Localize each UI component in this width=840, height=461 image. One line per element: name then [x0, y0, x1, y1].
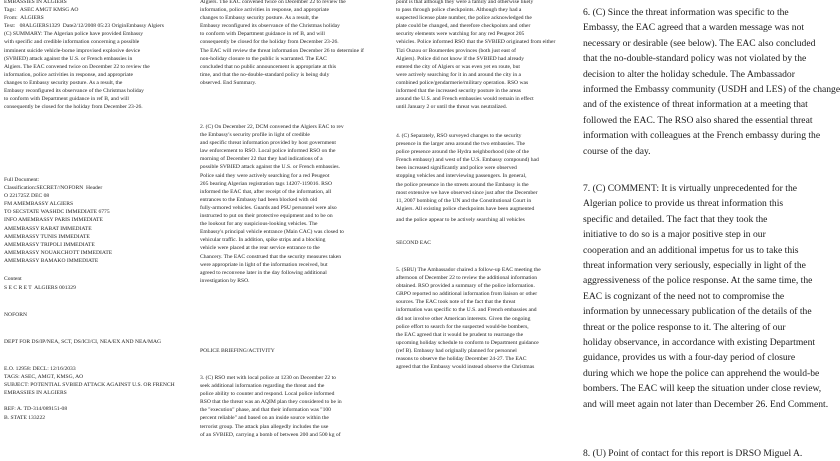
- text-line: (C) SUMMARY: The Algerian police have provided Embassy: [4, 31, 144, 38]
- text-line: the police presence in the streets around the Embassy is the: [396, 181, 529, 188]
- paragraph-3-continued: [396, 0, 555, 111]
- noforn-label: NOFORN: [4, 312, 28, 318]
- text-line: Algiers). Police did not know if the SVBIED had already: [396, 55, 525, 62]
- text-line: the EAC agreed that it would be prudent to rearrange the: [396, 331, 524, 338]
- text-line: possible SVBIED attack against the U.S. or French embassies.: [200, 164, 340, 171]
- text-line: bombers. The EAC will keep the situation under close review,: [583, 383, 822, 395]
- text-line: (ref B). Embassy had originally planned for personnel: [396, 347, 517, 354]
- text-line: Embassy's principal vehicle entrance (Main CAC) was closed to: [200, 229, 344, 236]
- text-line: and of the existence of threat information at a meeting that: [583, 99, 808, 111]
- text-line: French embassy) and west of the U.S. Embassy compound) had: [396, 157, 539, 164]
- text-line: FM AMEMBASSY ALGIERS: [4, 201, 74, 208]
- text-line: (SVBIED) attack against the U.S. or French embassies in: [4, 55, 133, 62]
- text-line: TAGS: ASEC, AMGT, KMSG, AO: [4, 374, 84, 381]
- paragraph-4: [396, 132, 539, 213]
- text-line: agreed to reconvene later in the day following additional: [200, 269, 327, 276]
- text-line: police ability to counter and respond. Local police informed: [200, 391, 335, 398]
- summary-block: [4, 0, 164, 111]
- text-line: consequently be closed for the holiday from December 23-26.: [200, 39, 339, 46]
- text-line: decision to alter the holiday schedule. The Ambassador: [583, 68, 795, 80]
- text-line: time, and that the no-double-standard policy is being duly: [200, 71, 330, 78]
- text-line: AMEMBASSY TUNIS IMMEDIATE: [4, 233, 90, 240]
- text-line: EMBASSIES IN ALGIERS: [4, 390, 67, 397]
- text-line: during which we hope the police can apprehend the would-be: [583, 367, 820, 379]
- text-line: informed the Embassy community (USDH and LES) of the change: [583, 84, 840, 96]
- text-line: 3. (C) RSO met with local police at 1230 on December 22 to: [200, 375, 336, 381]
- text-line: most extensive we have observed since just after the December: [396, 189, 538, 196]
- text-line: From: ALGIERS: [4, 15, 44, 22]
- text-line: presence in the larger area around the two embassies. The: [396, 141, 526, 148]
- text-line: percent reliable" and based on an inside source within the: [200, 415, 329, 422]
- column-4: [583, 0, 840, 460]
- text-line: 5. (SBU) The Ambassador chaired a follow-up EAC meeting the: [396, 267, 541, 273]
- text-line: been increased significantly and police were observed: [396, 165, 517, 172]
- text-line: suspected license plate number, the police acknowledged the: [396, 15, 532, 22]
- footer-block: [4, 365, 175, 422]
- text-line: Algiers. The EAC convened twice on December 22 to review the: [4, 63, 150, 70]
- text-line: informed the EAC that, after receipt of the information, all: [200, 188, 332, 195]
- paragraph-2: [200, 123, 344, 285]
- text-line: The EAC will review the threat information December 26 to determine if: [200, 47, 364, 54]
- text-line: agreed that the Embassy would instead observe the Christmas: [396, 364, 535, 371]
- text-line: information with colleagues at the French embassy during the: [583, 130, 821, 142]
- text-line: specific and detailed. The fact that they took the: [583, 213, 768, 225]
- text-line: GRPO reported no additional information from liaison or other: [396, 291, 538, 298]
- text-line: instructed to put on their protective equipment and to be on: [200, 213, 333, 220]
- text-line: Police said they were actively searching for a red Peugeot: [200, 172, 330, 179]
- text-line: and specific threat information provided by host government: [200, 140, 336, 147]
- text-line: consequently be closed for the holiday from December 23-26.: [4, 104, 143, 111]
- text-line: reasons to observe the holiday December 24-27. The EAC: [396, 356, 527, 363]
- text-line: investigation by RSO.: [200, 277, 250, 284]
- text-line: with specific and credible information concerning a possible: [4, 39, 140, 46]
- text-line: to conform with Department guidance in ref B, and will: [4, 96, 129, 103]
- text-line: Algiers. All existing police checkpoints have been augmented: [396, 205, 535, 212]
- text-line: vehicle were placed at the rear service entrance to the: [200, 245, 320, 252]
- text-line: AMEMBASSY TRIPOLI IMMEDIATE: [4, 241, 95, 248]
- text-line: 11, 2007 bombing of the UN and the Constitutional Court in: [396, 197, 532, 204]
- paragraph-1-continued: [200, 0, 364, 87]
- text-line: Full Document:: [4, 177, 40, 183]
- text-line: around the U.S. and French embassies would remain in effect: [396, 96, 534, 103]
- text-line: [4, 397, 175, 405]
- text-line: the Embassy's security profile in light of credible: [200, 132, 310, 139]
- text-line: Text: 08ALGIERS1329 Date2/12/2008 05:23 OriginEmbassy Algiers: [4, 23, 164, 30]
- text-line: aggressiveness of the police response. At the same time, the: [583, 275, 813, 287]
- text-line: information, police activities in response, and appropriate: [4, 71, 133, 78]
- text-line: entered the city of Algiers or was even yet en route, but: [396, 63, 520, 70]
- text-line: Tizi Ouzou or Boumerdes provinces (both just east of: [396, 47, 517, 54]
- text-line: upcoming holiday schedule to conform to Department guidance: [396, 339, 539, 346]
- text-line: until January 2 or until the threat was neutralized.: [396, 104, 508, 111]
- text-line: that the no-double-standard policy was not violated by the: [583, 53, 807, 65]
- text-line: law enforcement to RSO. Local police informed RSO on the: [200, 148, 336, 155]
- section-title-second-eac: SECOND EAC: [396, 240, 431, 246]
- text-line: information was specific to the U.S. and French embassies and: [396, 307, 537, 314]
- header-block: [4, 176, 112, 265]
- text-line: combined police/gendarmerie/military operation. RSO was: [396, 79, 529, 86]
- column-1: [4, 0, 188, 460]
- text-line: entrances to the Embassy had been blocked with old: [200, 196, 318, 203]
- secret-line: S E C R E T ALGIERS 001329: [4, 285, 76, 291]
- text-line: morning of December 22 that they had indications of a: [200, 156, 323, 163]
- column-2: [200, 0, 376, 460]
- text-line: followed the EAC. The RSO also shared the essential threat: [583, 114, 813, 126]
- text-line: concluded that no public announcement is appropriate at this: [200, 63, 337, 70]
- text-line: changes to Embassy security posture. As a result, the: [200, 15, 319, 22]
- text-line: EMBASSIES IN ALGIERS: [4, 0, 67, 5]
- text-line: imminent suicide vehicle-borne improvised explosive device: [4, 47, 141, 54]
- text-line: vehicular traffic. In addition, spike strips and a blocking: [200, 237, 326, 244]
- text-line: 6. (C) Since the threat information was specific to the: [583, 7, 789, 18]
- text-line: necessary or desirable (see below). The EAC also concluded: [583, 37, 816, 49]
- text-line: plate could be changed, and therefore checkpoints and other: [396, 23, 531, 30]
- text-line: security elements were watching for any red Peugeot 205: [396, 31, 525, 38]
- text-line: AMEMBASSY RABAT IMMEDIATE: [4, 225, 92, 232]
- paragraph-6: [583, 5, 840, 159]
- text-line: holiday observance, in accordance with existing Department: [583, 337, 816, 349]
- text-line: afternoon of December 22 to review the additional information: [396, 275, 538, 282]
- text-line: Embassy reconfigured its observance of the Christmas holiday: [4, 88, 144, 95]
- text-line: point is that although they were a family and otherwise likely: [396, 0, 534, 5]
- text-line: were actively searching for it in and around the city in a: [396, 71, 522, 78]
- content-label: Content: [4, 276, 22, 282]
- text-line: AMEMBASSY NOUAKCHOTT IMMEDIATE: [4, 249, 113, 256]
- text-line: seek additional information regarding the threat and the: [200, 383, 325, 390]
- text-line: INFO AMEMBASSY PARIS IMMEDIATE: [4, 217, 103, 224]
- text-line: non-holiday closure to the public is warranted. The EAC: [200, 55, 327, 62]
- paragraph-8: 8. (U) Point of contact for this report is DRSO Miguel A.: [583, 448, 803, 459]
- text-line: the "execution" phase, and that their information was "100: [200, 407, 331, 414]
- text-line: threat or the police response to it. The altering of our: [583, 321, 786, 333]
- text-line: information, police activities in response, and appropriate: [200, 7, 329, 14]
- paragraph-4-continued: and the police appear to be actively searching all vehicles: [396, 217, 525, 223]
- text-line: RSO that the threat was an AQIM plan they considered to be in: [200, 399, 342, 406]
- text-line: did not involve other American interests. Given the ongoing: [396, 315, 531, 322]
- column-3: [396, 0, 576, 460]
- text-line: to conform with Department guidance in ref B, and will: [200, 31, 325, 38]
- text-line: EAC is cognizant of the need not to compromise the: [583, 290, 785, 302]
- text-line: Algiers. The EAC convened twice on December 22 to review the: [200, 0, 346, 5]
- text-line: E.O. 12958: DECL: 12/16/2033: [4, 366, 76, 372]
- text-line: to pass through police checkpoints. Although they had a: [396, 7, 522, 14]
- text-line: police effort to search for the suspected would-be bombers,: [396, 323, 529, 330]
- text-line: Algerian police to provide us threat information this: [583, 198, 784, 210]
- text-line: terrorist group. The attack plan allegedly includes the use: [200, 423, 329, 430]
- text-line: REF: A. TD-314/089151-08: [4, 406, 68, 413]
- section-title-police-briefing: POLICE BRIEFING/ACTIVITY: [200, 348, 275, 354]
- text-line: course of the day.: [583, 145, 651, 157]
- text-line: Classification:SECRET//NOFORN Header: [4, 185, 103, 192]
- text-line: Tags: ASEC AMGT KMSG AO: [4, 7, 79, 14]
- text-line: observed. End Summary.: [200, 79, 257, 86]
- text-line: sources. The EAC took note of the fact that the threat: [396, 299, 516, 306]
- text-line: cooperation and an additional impetus for us to take this: [583, 244, 799, 256]
- text-line: O 221725Z DEC 08: [4, 193, 50, 200]
- text-line: stopping vehicles and interviewing passengers. In general,: [396, 173, 527, 180]
- text-line: threat information very seriously, especially in light of the: [583, 260, 806, 272]
- text-line: information by unnecessary publication of the details of the: [583, 306, 812, 318]
- text-line: 4. (C) Separately, RSO surveyed changes to the security: [396, 133, 522, 139]
- text-line: obtained. RSO provided a summary of the police information.: [396, 283, 535, 290]
- text-line: were appropriate in light of the information received, but: [200, 261, 328, 268]
- text-line: the lookout for any suspicious-looking vehicles. The: [200, 221, 318, 228]
- text-line: Chancery. The EAC construed that the security measures taken: [200, 253, 342, 260]
- text-line: police presence around the Hydra neighborhood (site of the: [396, 149, 529, 156]
- text-line: B. STATE 133222: [4, 414, 46, 421]
- paragraph-7: [583, 181, 828, 412]
- text-line: of an SVBIED, carrying a bomb of between 200 and 500 kg of: [200, 431, 341, 438]
- text-line: Embassy reconfigured its observance of the Christmas holiday: [200, 23, 340, 30]
- text-line: SUBJECT: POTENTIAL SVBIED ATTACK AGAINST U.S. OR FRENCH: [4, 382, 175, 389]
- text-line: 2. (C) On December 22, DCM convened the Algiers EAC to rev: [200, 124, 344, 130]
- paragraph-5: [396, 266, 541, 371]
- text-line: Embassy, the EAC agreed that a warden message was not: [583, 22, 805, 34]
- text-line: TO SECSTATE WASHDC IMMEDIATE 6775: [4, 209, 110, 216]
- text-line: changes to Embassy security posture. As a result, the: [4, 79, 123, 86]
- text-line: initiative to do so is a major positive step in our: [583, 229, 766, 241]
- text-line: AMEMBASSY BAMAKO IMMEDIATE: [4, 257, 99, 264]
- text-line: and will meet again not later than December 26. End Comment.: [583, 398, 829, 410]
- paragraph-3: [200, 374, 342, 439]
- dept-line: DEPT FOR DS/IP/NEA, SCT, DS/ICI/CI, NEA/EX AND NEA/MAG: [4, 339, 162, 345]
- text-line: guidance, provides us with a four-day period of closure: [583, 352, 796, 364]
- text-line: informed that the increased security posture in the areas: [396, 88, 521, 95]
- text-line: 205 bearing Algerian registration tags 14207-119016. RSO: [200, 180, 333, 187]
- text-line: fully-armored vehicles. Guards and PSU personnel were also: [200, 204, 337, 211]
- text-line: vehicles. Police informed RSO that the SVBIED originated from either: [396, 39, 556, 46]
- text-line: 7. (C) COMMENT: It is virtually unprecedented for the: [583, 183, 797, 194]
